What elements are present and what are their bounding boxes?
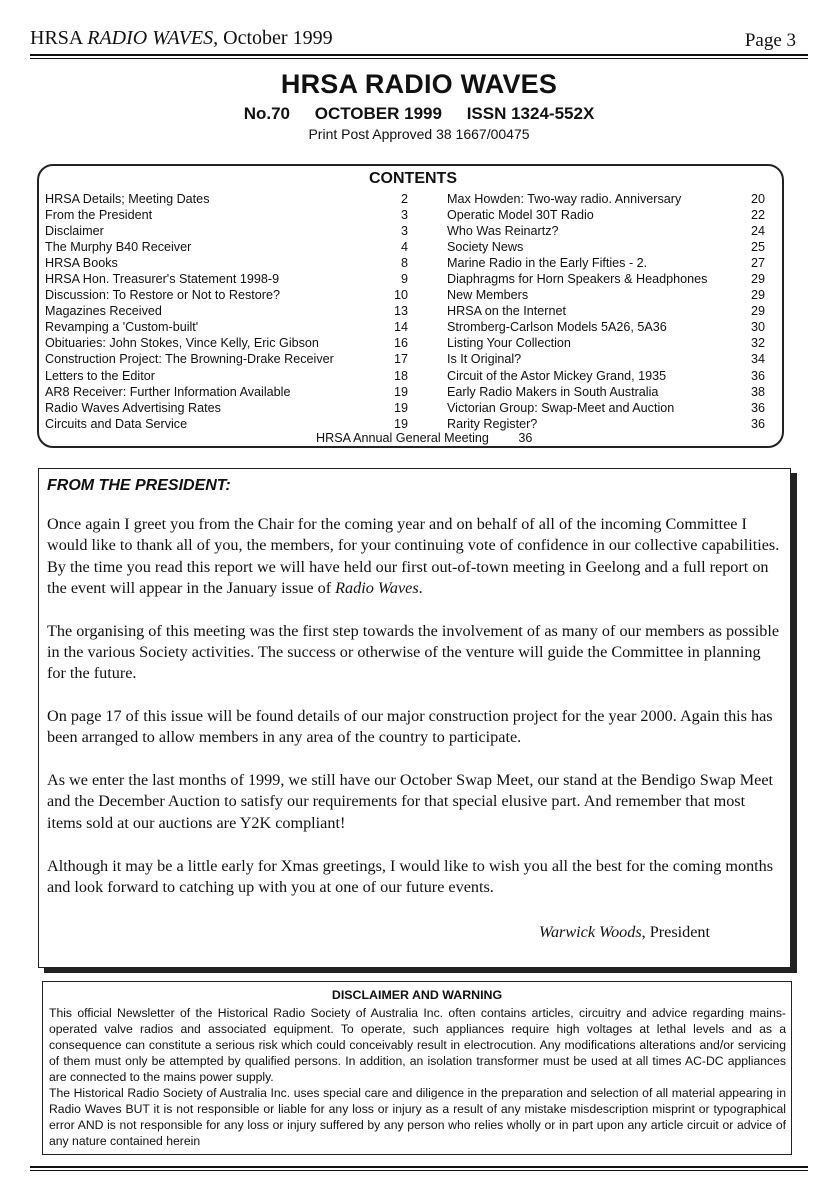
contents-item[interactable] — [45, 335, 410, 351]
contents-item[interactable] — [447, 191, 767, 207]
contents-item-agm[interactable] — [316, 431, 532, 445]
contents-item-page: 36 — [518, 431, 533, 445]
contents-item-page: 4 — [400, 240, 408, 255]
contents-item[interactable] — [447, 335, 767, 351]
contents-item[interactable] — [45, 384, 410, 400]
president-paragraph-4: As we enter the last months of 1999, we still have our October Swap Meet, our stand at the Bendigo Swap Meet and the December Auction to satisfy our requirements for that special elusive part. And remember that most items sold at our auctions are Y2K compliant! — [47, 771, 774, 832]
contents-item[interactable] — [447, 287, 767, 303]
signature-name: Warwick Woods — [538, 923, 642, 941]
contents-item-page: 29 — [750, 272, 765, 287]
contents-item-title: AR8 Receiver: Further Information Available — [45, 384, 291, 399]
contents-item-title: Rarity Register? — [447, 416, 538, 431]
contents-item-page: 14 — [393, 320, 408, 335]
contents-item[interactable] — [45, 368, 410, 384]
signature-role: , President — [641, 923, 710, 941]
president-paragraph-2: The organising of this meeting was the first step towards the involvement of as many of our members as possible in the various Society activities. The success or otherwise of the venture will guide the Committee in planning for the future. — [47, 621, 780, 683]
president-paragraph-1-text: Once again I greet you from the Chair for the coming year and on behalf of all of the incoming Committee I would like to thank all of you, the members, for your continuing vote of confidence in our collective capabilities. By the time you read this report we will have held our first out-of-town meeting in Geelong and a full report on the event will appear in the January issue of — [47, 515, 780, 597]
contents-item-title: Society News — [447, 240, 524, 255]
header-org: HRSA — [30, 27, 83, 49]
president-paragraph-1-end: . — [418, 578, 423, 597]
contents-heading: CONTENTS — [369, 170, 457, 187]
header-date: October 1999 — [223, 27, 333, 49]
contents-item-page: 29 — [750, 288, 765, 303]
disclaimer-paragraph-2: The Historical Radio Society of Australia Inc. uses special care and diligence in the preparation and selection of all material appearing in Radio Waves BUT it is not responsible or liable for any loss or injury as a result of any mistake misdescription misprint or typographical error AND is not responsible for any loss or injury suffered by any person who relies wholly or in part upon any article circuit or advice of any nature contained herein — [49, 1086, 786, 1149]
contents-item-title: From the President — [45, 208, 153, 223]
contents-item-title: Diaphragms for Horn Speakers & Headphones — [447, 272, 708, 287]
contents-item[interactable] — [447, 351, 767, 367]
contents-item-page: 19 — [393, 400, 408, 415]
contents-item-page: 25 — [750, 240, 765, 255]
contents-item-title: Construction Project: The Browning-Drake Receiver — [45, 352, 334, 367]
issn: ISSN 1324-552X — [466, 104, 595, 123]
contents-item-page: 16 — [393, 336, 408, 351]
post-approval: Print Post Approved 38 1667/00475 — [308, 126, 530, 142]
contents-item[interactable] — [447, 416, 767, 432]
contents-item-page: 36 — [750, 368, 765, 383]
contents-item-page: 3 — [400, 224, 408, 239]
contents-item-page: 13 — [393, 304, 408, 319]
contents-item-title: Marine Radio in the Early Fifties - 2. — [447, 256, 648, 271]
running-header — [30, 27, 810, 53]
contents-item-title: HRSA Hon. Treasurer's Statement 1998-9 — [45, 272, 280, 287]
contents-item[interactable] — [45, 400, 410, 416]
contents-item-page: 29 — [750, 304, 765, 319]
masthead-issue-line — [0, 104, 838, 124]
contents-item-title: HRSA Annual General Meeting — [316, 431, 489, 445]
contents-item[interactable] — [45, 191, 410, 207]
contents-item-title: Early Radio Makers in South Australia — [447, 384, 659, 399]
footer-rule — [30, 1166, 808, 1171]
contents-item-page: 10 — [393, 288, 408, 303]
contents-item-title: Circuits and Data Service — [45, 416, 188, 431]
masthead-title: HRSA RADIO WAVES — [280, 69, 558, 99]
contents-item-title: Listing Your Collection — [447, 336, 571, 351]
contents-item-title: Victorian Group: Swap-Meet and Auction — [447, 400, 675, 415]
disclaimer-body — [49, 1005, 786, 1149]
header-page-number: Page 3 — [744, 30, 796, 51]
contents-right-column — [447, 191, 767, 432]
contents-item-page: 27 — [750, 256, 765, 271]
contents-item[interactable] — [447, 319, 767, 335]
contents-item[interactable] — [45, 416, 410, 432]
contents-item[interactable] — [45, 239, 410, 255]
contents-item[interactable] — [447, 384, 767, 400]
header-publication: RADIO WAVES, — [87, 27, 219, 49]
contents-item-page: 22 — [750, 208, 765, 223]
president-paragraph-3: On page 17 of this issue will be found details of our major construction project for the year 2000. Again this has been arranged to allow members in any area of the country to participate. — [47, 707, 773, 747]
contents-item-page: 18 — [393, 368, 408, 383]
publication-name: Radio Waves — [335, 578, 419, 597]
contents-item[interactable] — [447, 400, 767, 416]
contents-item-page: 3 — [400, 208, 408, 223]
contents-item[interactable] — [45, 207, 410, 223]
header-rule — [30, 54, 808, 59]
contents-item[interactable] — [447, 303, 767, 319]
president-heading: FROM THE PRESIDENT: — [47, 477, 231, 494]
contents-item[interactable] — [45, 303, 410, 319]
contents-item-title: Magazines Received — [45, 304, 162, 319]
contents-item-page: 32 — [750, 336, 765, 351]
issue-date: OCTOBER 1999 — [314, 104, 442, 123]
contents-item[interactable] — [45, 287, 410, 303]
contents-item-page: 9 — [400, 272, 408, 287]
contents-item-title: HRSA Details; Meeting Dates — [45, 192, 210, 206]
contents-item-page: 20 — [750, 192, 765, 206]
contents-item[interactable] — [447, 255, 767, 271]
contents-item-title: Disclaimer — [45, 224, 104, 239]
president-paragraph-5: Although it may be a little early for Xmas greetings, I would like to wish you all the best for the coming months and look forward to catching up with you at one of our future events. — [47, 856, 774, 896]
running-header-title — [30, 27, 333, 50]
contents-item-page: 19 — [393, 384, 408, 399]
contents-item[interactable] — [447, 239, 767, 255]
contents-item-title: Letters to the Editor — [45, 368, 155, 383]
contents-item-title: Operatic Model 30T Radio — [447, 208, 594, 223]
contents-item-title: Who Was Reinartz? — [447, 224, 559, 239]
contents-item-page: 30 — [750, 320, 765, 335]
contents-item[interactable] — [45, 319, 410, 335]
contents-item[interactable] — [45, 223, 410, 239]
disclaimer-heading: DISCLAIMER AND WARNING — [331, 988, 503, 1002]
contents-item-title: The Murphy B40 Receiver — [45, 240, 192, 255]
contents-item-title: HRSA Books — [45, 256, 118, 271]
contents-item-title: Obituaries: John Stokes, Vince Kelly, Eric Gibson — [45, 336, 319, 351]
contents-item-page: 8 — [400, 256, 408, 271]
contents-item[interactable] — [447, 207, 767, 223]
contents-item-page: 19 — [393, 416, 408, 431]
contents-item-title: Max Howden: Two-way radio. Anniversary — [447, 192, 682, 206]
contents-item-page: 34 — [750, 352, 765, 367]
contents-item-title: Is It Original? — [447, 352, 522, 367]
contents-item-page: 2 — [400, 192, 408, 206]
president-body — [47, 514, 782, 920]
contents-item-title: HRSA on the Internet — [447, 304, 567, 319]
contents-item[interactable] — [45, 255, 410, 271]
contents-item[interactable] — [447, 223, 767, 239]
contents-item-page: 17 — [393, 352, 408, 367]
contents-item-title: Circuit of the Astor Mickey Grand, 1935 — [447, 368, 667, 383]
contents-item-title: New Members — [447, 288, 529, 303]
contents-item[interactable] — [45, 271, 410, 287]
contents-item-title: Radio Waves Advertising Rates — [45, 400, 221, 415]
contents-item-title: Discussion: To Restore or Not to Restore? — [45, 288, 280, 303]
contents-item[interactable] — [447, 368, 767, 384]
disclaimer-paragraph-1: This official Newsletter of the Historical Radio Society of Australia Inc. often contains articles, circuitry and advice regarding mains-operated valve radios and associated equipment. To operate, such appliances require high voltages at lethal levels and as a consequence can constitute a serious risk which could conceivably result in electrocution. Any modifications alterations and/or servicing of them must only be attempted by qualified persons. In addition, an isolation transformer must be used at all times AC-DC appliances are connected to the mains power supply. — [49, 1006, 786, 1085]
contents-item[interactable] — [45, 351, 410, 367]
president-paragraph-1 — [47, 514, 782, 599]
contents-item[interactable] — [447, 271, 767, 287]
issue-number: No.70 — [243, 104, 290, 123]
contents-left-column — [45, 191, 410, 432]
contents-item-page: 24 — [750, 224, 765, 239]
contents-item-page: 36 — [750, 400, 765, 415]
contents-item-title: Stromberg-Carlson Models 5A26, 5A36 — [447, 320, 667, 335]
contents-item-page: 36 — [750, 416, 765, 431]
contents-item-page: 38 — [750, 384, 765, 399]
president-signature — [47, 923, 710, 942]
contents-item-title: Revamping a 'Custom-built' — [45, 320, 199, 335]
